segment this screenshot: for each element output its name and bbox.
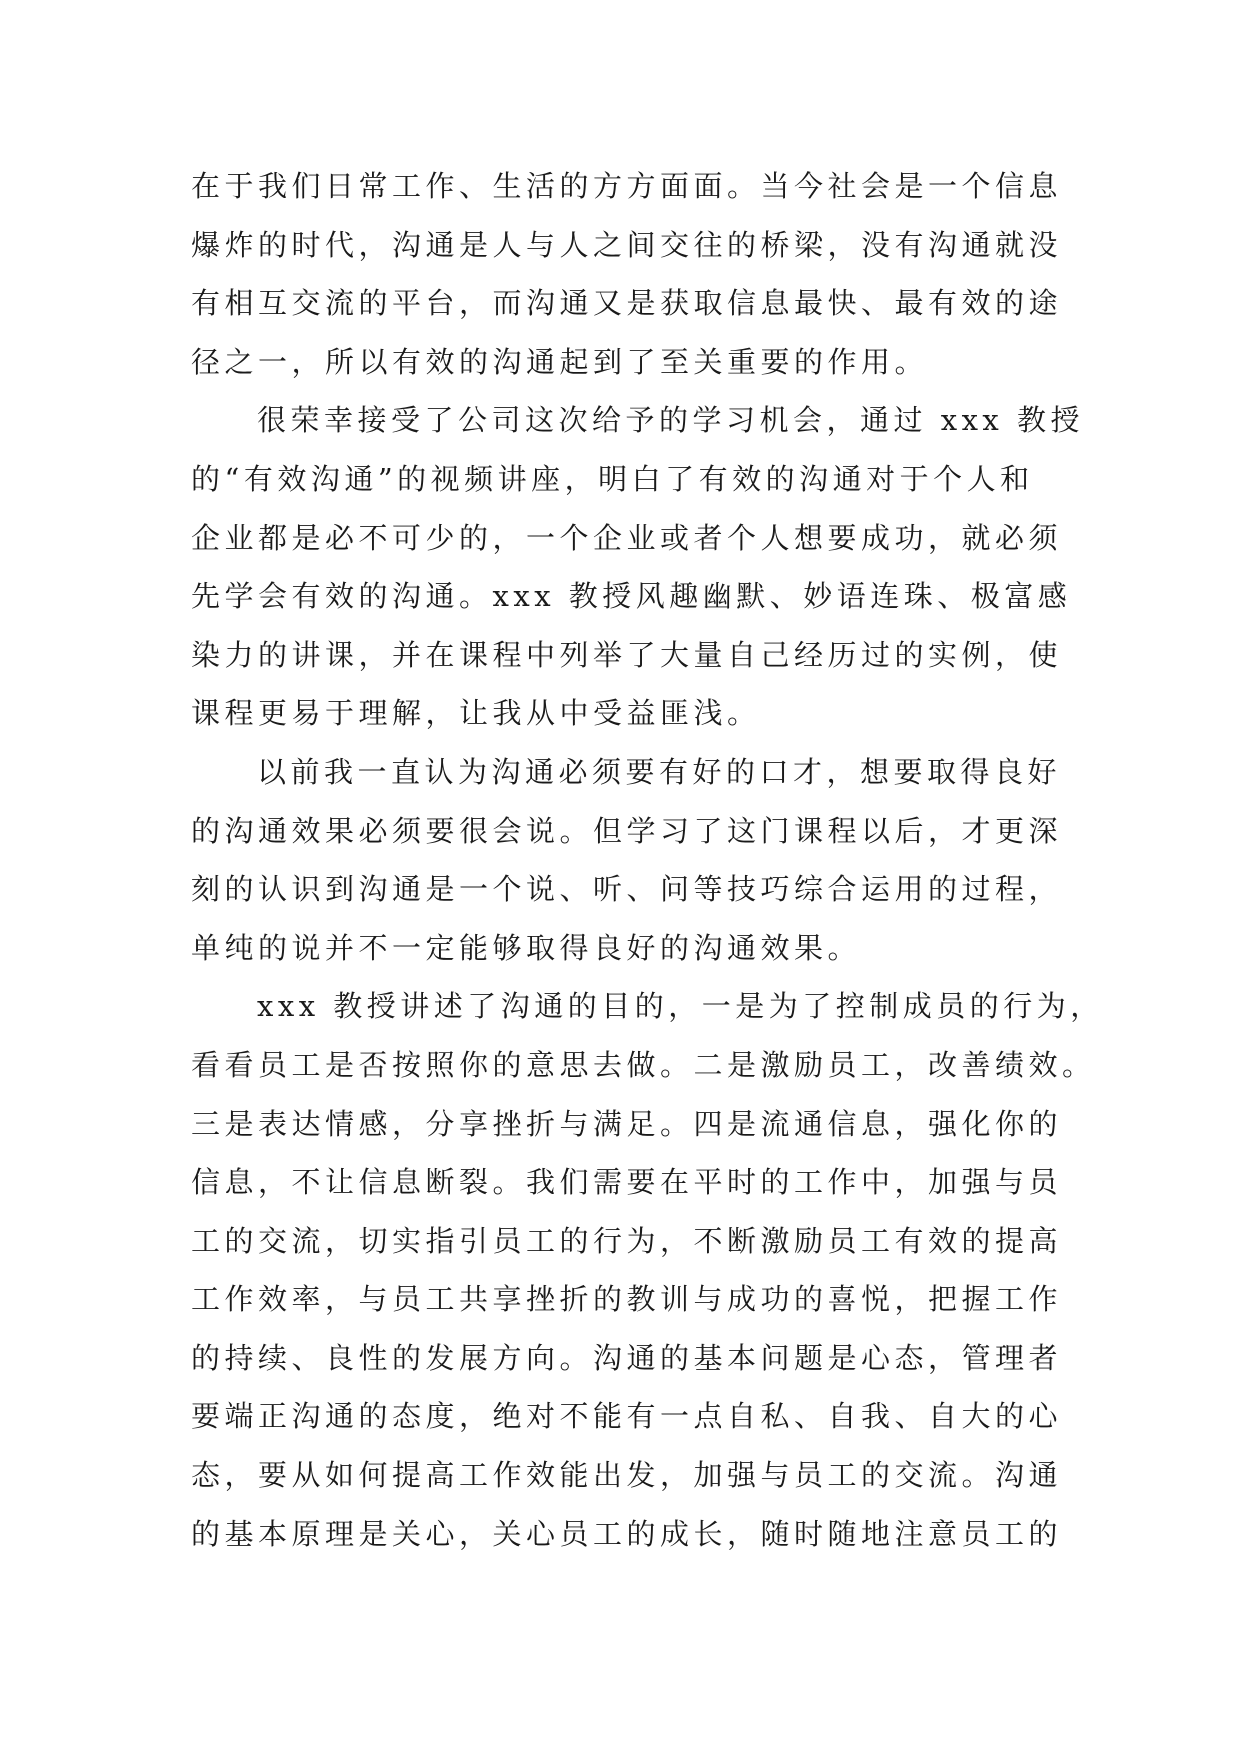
text-line: 要端正沟通的态度，绝对不能有一点自私、自我、自大的心 (191, 1399, 1063, 1434)
text-line: 的沟通效果必须要很会说。但学习了这门课程以后，才更深 (191, 813, 1063, 848)
text-line: 径之一，所以有效的沟通起到了至关重要的作用。 (191, 344, 929, 379)
text-line: 的“有效沟通”的视频讲座，明白了有效的沟通对于个人和 (191, 461, 1034, 496)
text-line: 在于我们日常工作、生活的方方面面。当今社会是一个信息 (191, 169, 1063, 203)
text-line: 染力的讲课，并在课程中列举了大量自己经历过的实例，使 (191, 637, 1063, 672)
text-line: 三是表达情感，分享挫折与满足。四是流通信息，强化你的 (191, 1106, 1063, 1141)
text-line: 单纯的说并不一定能够取得良好的沟通效果。 (191, 930, 862, 965)
text-line: 有相互交流的平台，而沟通又是获取信息最快、最有效的途 (191, 286, 1063, 321)
text-line: 态，要从如何提高工作效能出发，加强与员工的交流。沟通 (191, 1458, 1063, 1493)
text-line: 企业都是必不可少的，一个企业或者个人想要成功，就必须 (191, 520, 1063, 555)
text-line: 工作效率，与员工共享挫折的教训与成功的喜悦，把握工作 (191, 1282, 1063, 1317)
text-line: 工的交流，切实指引员工的行为，不断激励员工有效的提高 (191, 1223, 1063, 1258)
text-line: xxx 教授讲述了沟通的目的，一是为了控制成员的行为， (257, 989, 1104, 1024)
text-line: 的基本原理是关心，关心员工的成长，随时随地注意员工的 (191, 1516, 1063, 1551)
text-line: 爆炸的时代，沟通是人与人之间交往的桥梁，没有沟通就没 (191, 227, 1063, 262)
text-line: 信息，不让信息断裂。我们需要在平时的工作中，加强与员 (191, 1165, 1063, 1200)
text-line: 以前我一直认为沟通必须要有好的口才，想要取得良好 (257, 754, 1062, 789)
text-line: 很荣幸接受了公司这次给予的学习机会，通过 xxx 教授 (257, 403, 1085, 438)
text-line: 先学会有效的沟通。xxx 教授风趣幽默、妙语连珠、极富感 (191, 579, 1072, 614)
text-line: 看看员工是否按照你的意思去做。二是激励员工，改善绩效。 (191, 1047, 1096, 1082)
text-line: 课程更易于理解，让我从中受益匪浅。 (191, 696, 761, 731)
body-text (191, 157, 1104, 1563)
text-line: 刻的认识到沟通是一个说、听、问等技巧综合运用的过程， (191, 872, 1063, 907)
text-line: 的持续、良性的发展方向。沟通的基本问题是心态，管理者 (191, 1340, 1063, 1375)
